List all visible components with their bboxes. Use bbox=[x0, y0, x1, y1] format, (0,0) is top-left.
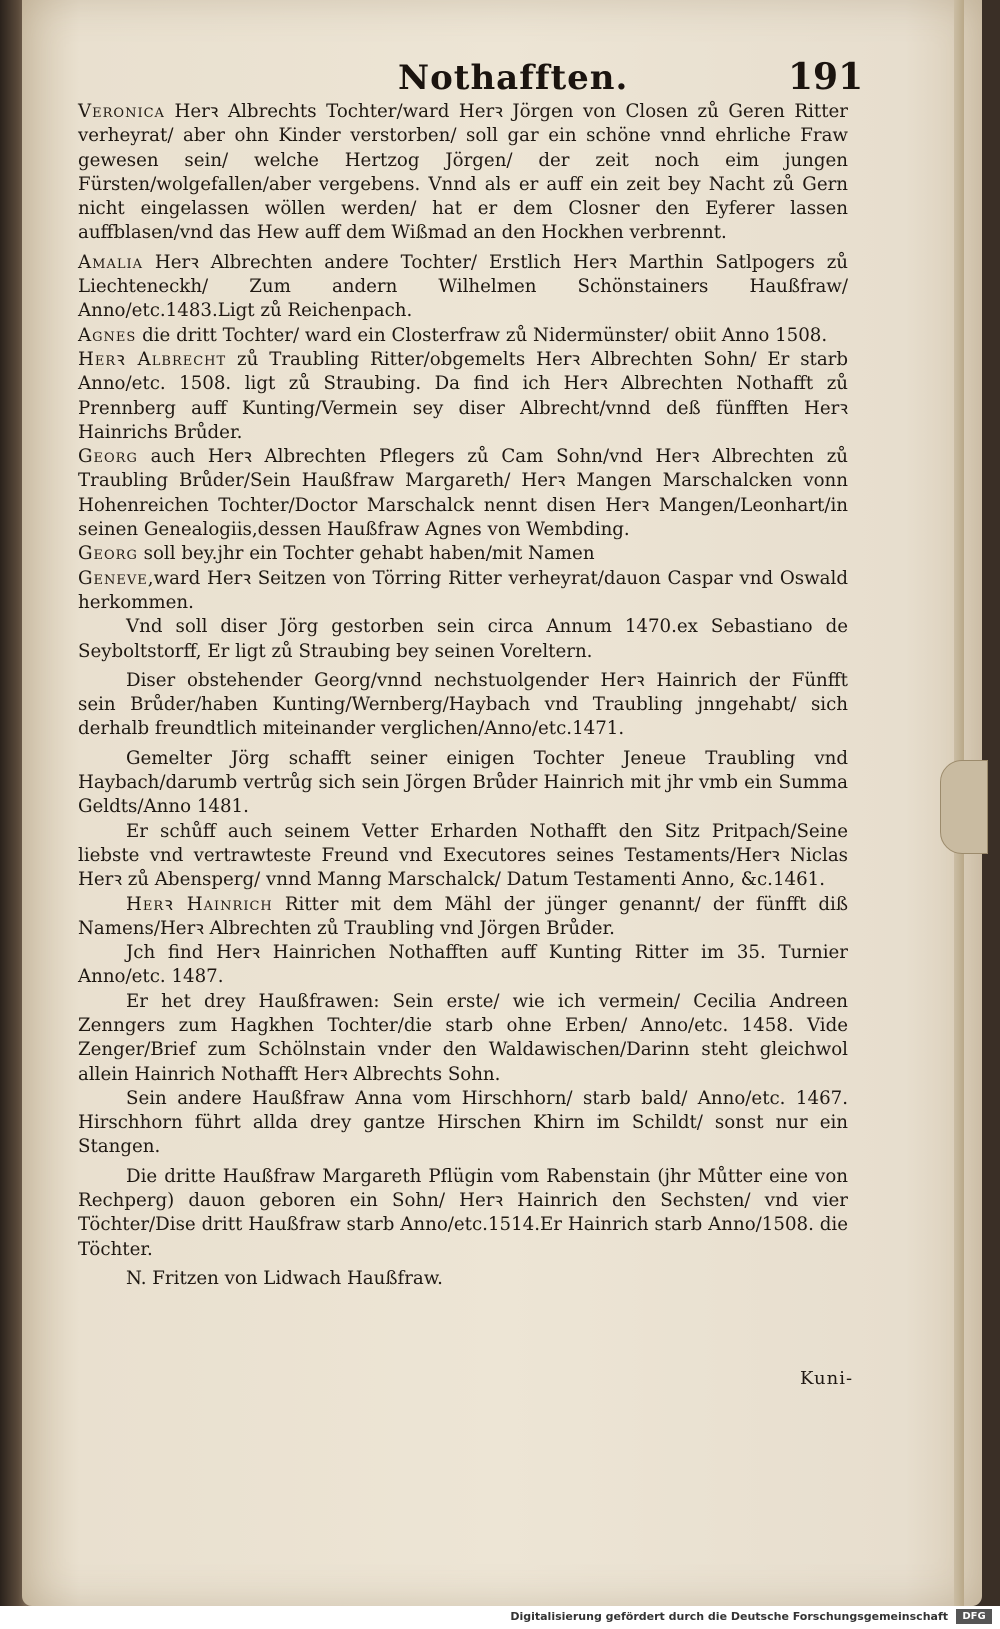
page-number: 191 bbox=[788, 56, 864, 98]
paragraph-lead: Agnes bbox=[78, 324, 137, 346]
paragraph bbox=[78, 893, 848, 942]
paragraph bbox=[78, 669, 848, 742]
paragraph-lead: Geneve bbox=[78, 567, 148, 589]
paragraph-text: Herꝛ Albrechts Tochter/ward Herꝛ Jörgen von Closen zů Geren Ritter verheyrat/ aber ohn Kinder verstorben/ soll gar ein schöne vnnd ehrliche Fraw gewesen sein/ welche Hertzog Jörgen/ der zeit noch eim jungen Fürsten/wolgefallen/aber vergebens. Vnnd als er auff ein zeit bey Nacht zů Gern nicht eingelassen wöllen werden/ hat er dem Closner den Eyferer lassen auffblasen/vnd das Hew auff dem Wißmad an den Hockhen verbrennt. bbox=[78, 101, 848, 244]
paragraph-lead: Georg bbox=[78, 446, 138, 468]
paragraph-lead: Georg bbox=[78, 543, 138, 565]
paragraph-text: zů Traubling Ritter/obgemelts Herꝛ Albrechten Sohn/ Er starb Anno/etc. 1508. ligt zů Straubing. Da find ich Herꝛ Albrechten Nothafft zů Prennberg auff Kunting/Vermein sey diser Albrecht/vnnd deß fünfften Herꝛ Hainrichs Brůder. bbox=[78, 348, 849, 443]
paragraph-text: Ritter mit dem Mähl der jünger genannt/ der fünfft diß Namens/Herꝛ Albrechten zů Traubling vnd Jörgen Brůder. bbox=[78, 893, 849, 939]
paragraph bbox=[78, 324, 848, 348]
dfg-logo-icon: DFG bbox=[956, 1609, 992, 1624]
catchword: Kuni- bbox=[800, 1368, 854, 1389]
paragraph-text: auch Herꝛ Albrechten Pflegers zů Cam Sohn/vnd Herꝛ Albrechten zů Traubling Brůder/Sein Haußfraw Margareth/ Herꝛ Mangen Marschalcken vonn Hohenreichen Tochter/Doctor Marschalck nennt disen Herꝛ Mangen/Leonhart/in seinen Genealogiis,dessen Haußfraw Agnes von Wembding. bbox=[78, 446, 848, 541]
page-tab-marker bbox=[940, 760, 988, 854]
paragraph-text: Er schůff auch seinem Vetter Erharden Nothafft den Sitz Pritpach/Seine liebste vnd vertrawteste Freund vnd Executores seines Testaments/Herꝛ Niclas Herꝛ zů Abensperg/ vnnd Manng Marschalck/ Datum Testamenti Anno, &c.1461. bbox=[78, 820, 848, 891]
paragraph bbox=[78, 747, 848, 820]
paragraph bbox=[78, 251, 848, 324]
paragraph bbox=[78, 615, 848, 664]
paragraph bbox=[78, 1087, 848, 1160]
paragraph-lead: Amalia bbox=[78, 251, 143, 273]
paragraph bbox=[78, 100, 848, 246]
paragraph-text: Gemelter Jörg schafft seiner einigen Tochter Jeneue Traubling vnd Haybach/darumb vertrůg sich sein Jörgen Brůder Hainrich mit jhr vmb ein Summa Geldts/Anno 1481. bbox=[78, 747, 848, 818]
paragraph-text: Diser obstehender Georg/vnnd nechstuolgender Herꝛ Hainrich der Fünfft sein Brůder/haben Kunting/Wernberg/Haybach vnd Traubling jnngehabt/ sich derhalb freundtlich miteinander verglichen/Anno/etc.1471. bbox=[78, 669, 848, 740]
paragraph-lead: Veronica bbox=[78, 101, 165, 122]
body-text bbox=[78, 100, 848, 1291]
paragraph bbox=[78, 1165, 848, 1262]
paragraph bbox=[78, 348, 848, 445]
paragraph-text: Herꝛ Albrechten andere Tochter/ Erstlich Herꝛ Marthin Satlpogers zů Liechteneckh/ Zum andern Wilhelmen Schönstainers Haußfraw/ Anno/etc.1483.Ligt zů Reichenpach. bbox=[78, 251, 848, 322]
paragraph-text: Sein andere Haußfraw Anna vom Hirschhorn/ starb bald/ Anno/etc. 1467. Hirschhorn führt allda drey gantze Hirschen Khirn im Schildt/ sonst nur ein Stangen. bbox=[78, 1087, 848, 1158]
paragraph bbox=[78, 1267, 848, 1291]
paragraph-text: die dritt Tochter/ ward ein Closterfraw zů Nidermünster/ obiit Anno 1508. bbox=[136, 324, 828, 346]
paragraph-lead: Herꝛ Albrecht bbox=[78, 348, 227, 370]
paragraph bbox=[78, 542, 848, 566]
paragraph bbox=[78, 820, 848, 893]
paragraph bbox=[78, 990, 848, 1087]
paragraph-text: Er het drey Haußfrawen: Sein erste/ wie ich vermein/ Cecilia Andreen Zenngers zum Hagkhen Tochter/die starb ohne Erben/ Anno/etc. 1458. Vide Zenger/Brief zum Schölnstain vnder den Waldawischen/Darinn steht gleichwol allein Hainrich Nothafft Herꝛ Albrechts Sohn. bbox=[78, 990, 848, 1085]
paragraph-text: N. Fritzen von Lidwach Haußfraw. bbox=[126, 1267, 443, 1289]
paragraph-text: Die dritte Haußfraw Margareth Pflügin vom Rabenstain (jhr Můtter eine von Rechperg) dauon geboren ein Sohn/ Herꝛ Hainrich den Sechsten/ vnd vier Töchter/Dise dritt Haußfraw starb Anno/etc.1514.Er Hainrich starb Anno/1508. die Töchter. bbox=[78, 1165, 848, 1260]
paragraph-text: ,ward Herꝛ Seitzen von Törring Ritter verheyrat/dauon Caspar vnd Oswald herkommen. bbox=[78, 567, 848, 613]
paragraph-text: soll bey.jhr ein Tochter gehabt haben/mit Namen bbox=[137, 543, 595, 565]
paragraph bbox=[78, 445, 848, 542]
funding-credit: Digitalisierung gefördert durch die Deutsche Forschungsgemeinschaft bbox=[510, 1610, 948, 1623]
paragraph-text: Vnd soll diser Jörg gestorben sein circa Annum 1470.ex Sebastiano de Seyboltstorff, Er ligt zů Straubing bey seinen Voreltern. bbox=[78, 616, 848, 662]
paragraph bbox=[78, 567, 848, 616]
footer-bar bbox=[0, 1606, 1000, 1629]
paragraph-lead: Herꝛ Hainrich bbox=[126, 893, 273, 915]
paragraph-text: Jch find Herꝛ Hainrichen Nothafften auff Kunting Ritter im 35. Turnier Anno/etc. 1487. bbox=[78, 942, 848, 988]
paragraph bbox=[78, 941, 848, 990]
running-head: Nothafften. bbox=[398, 58, 629, 98]
